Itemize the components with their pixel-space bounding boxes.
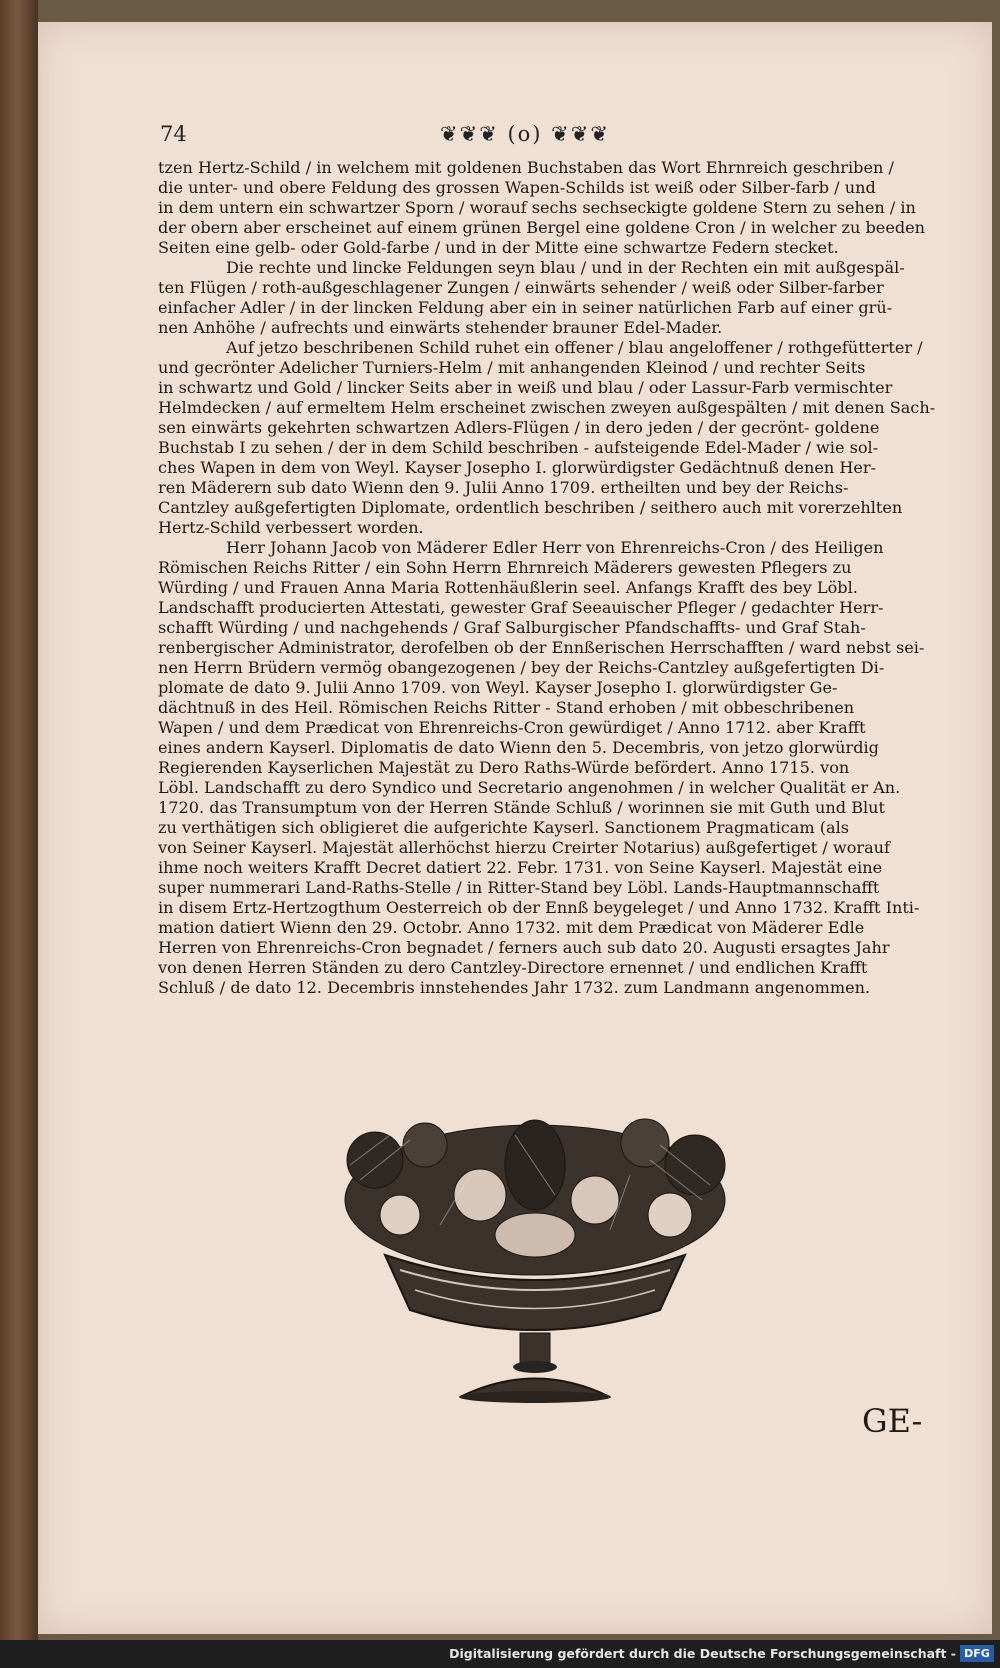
text-line: tzen Hertz-Schild / in welchem mit goldenen Buchstaben das Wort Ehrnreich geschriben / — [158, 158, 894, 177]
dfg-logo: DFG — [960, 1645, 994, 1662]
text-line: Die rechte und lincke Feldungen seyn blau / und in der Rechten ein mit außgespäl- — [226, 258, 905, 277]
header-ornament: ❦❦❦ (o) ❦❦❦ — [440, 122, 610, 146]
text-line: ren Mäderern sub dato Wienn den 9. Julii Anno 1709. ertheilten und bey der Reichs- — [158, 478, 849, 497]
text-line: nen Herrn Brüdern vermög obangezogenen / bey der Reichs-Cantzley außgefertigten Di- — [158, 658, 885, 677]
text-line: in disem Ertz-Hertzogthum Oesterreich ob der Ennß beygeleget / und Anno 1732. Krafft Inti- — [158, 898, 920, 917]
page-header — [160, 122, 940, 156]
text-line: einfacher Adler / in der lincken Feldung aber ein in seiner natürlichen Farb auf einer grü- — [158, 298, 893, 317]
footer-credit: Digitalisierung gefördert durch die Deutsche Forschungsgemeinschaft - — [449, 1646, 956, 1661]
fruit-basket-woodcut-icon — [330, 1105, 740, 1405]
text-line: Schluß / de dato 12. Decembris innstehendes Jahr 1732. zum Landmann angenommen. — [158, 978, 871, 997]
body-text — [158, 158, 940, 998]
text-line: Auf jetzo beschribenen Schild ruhet ein offener / blau angeloffener / rothgefütterter / — [226, 338, 923, 357]
text-line: eines andern Kayserl. Diplomatis de dato Wienn den 5. Decembris, von jetzo glorwürdig — [158, 738, 879, 757]
paragraph — [158, 538, 940, 998]
text-line: nen Anhöhe / aufrechts und einwärts stehender brauner Edel-Mader. — [158, 318, 723, 337]
text-line: sen einwärts gekehrten schwartzen Adlers-Flügen / in dero jeden / der gecrönt- goldene — [158, 418, 880, 437]
text-line: super nummerari Land-Raths-Stelle / in Ritter-Stand bey Löbl. Lands-Hauptmannschafft — [158, 878, 880, 897]
text-line: ten Flügen / roth-außgeschlagener Zungen / einwärts sehender / weiß oder Silber-farber — [158, 278, 884, 297]
text-line: zu verthätigen sich obligieret die aufgerichte Kayserl. Sanctionem Pragmaticam (als — [158, 818, 850, 837]
text-line: renbergischer Administrator, derofelben ob der Ennßerischen Herrschafften / ward nebst sei- — [158, 638, 925, 657]
text-line: Seiten eine gelb- oder Gold-farbe / und in der Mitte eine schwartze Federn stecket. — [158, 238, 839, 257]
text-line: Löbl. Landschafft zu dero Syndico und Secretario angenohmen / in welcher Qualität er An. — [158, 778, 901, 797]
text-line: die unter- und obere Feldung des grossen Wapen-Schilds ist weiß oder Silber-farb / und — [158, 178, 876, 197]
paragraph — [158, 338, 940, 538]
text-line: plomate de dato 9. Julii Anno 1709. von Weyl. Kayser Josepho I. glorwürdigster Ge- — [158, 678, 838, 697]
text-line: schafft Würding / und nachgehends / Graf Salburgischer Pfandschaffts- und Graf Stah- — [158, 618, 866, 637]
text-line: Wapen / und dem Prædicat von Ehrenreichs-Cron gewürdiget / Anno 1712. aber Krafft — [158, 718, 866, 737]
text-line: mation datiert Wienn den 29. Octobr. Anno 1732. mit dem Prædicat von Mäderer Edle — [158, 918, 865, 937]
text-line: und gecrönter Adelicher Turniers-Helm / mit anhangenden Kleinod / und rechter Seits — [158, 358, 866, 377]
paragraph — [158, 158, 940, 258]
paragraph — [158, 258, 940, 338]
page-number: 74 — [160, 122, 187, 146]
text-line: Landschafft producierten Attestati, gewester Graf Seeauischer Pfleger / gedachter Herr- — [158, 598, 884, 617]
text-line: der obern aber erscheinet auf einem grünen Bergel eine goldene Cron / in welcher zu beeden — [158, 218, 926, 237]
text-line: in dem untern ein schwartzer Sporn / worauf sechs sechseckigte goldene Stern zu sehen / in — [158, 198, 916, 217]
text-line: ches Wapen in dem von Weyl. Kayser Josepho I. glorwürdigster Gedächtnuß denen Her- — [158, 458, 877, 477]
text-line: ihme noch weiters Krafft Decret datiert 22. Febr. 1731. von Seine Kayserl. Majestät eine — [158, 858, 883, 877]
text-line: 1720. das Transumptum von der Herren Stände Schluß / worinnen sie mit Guth und Blut — [158, 798, 886, 817]
text-line: Herren von Ehrenreichs-Cron begnadet / ferners auch sub dato 20. Augusti ersagtes Jahr — [158, 938, 890, 957]
text-line: Buchstab I zu sehen / der in dem Schild beschriben - aufsteigende Edel-Mader / wie sol- — [158, 438, 879, 457]
text-line: dächtnuß in des Heil. Römischen Reichs Ritter - Stand erhoben / mit obbeschribenen — [158, 698, 855, 717]
catchword: GE- — [862, 1402, 923, 1440]
text-line: Römischen Reichs Ritter / ein Sohn Herrn Ehrnreich Mäderers gewesten Pflegers zu — [158, 558, 852, 577]
text-line: von Seiner Kayserl. Majestät allerhöchst hierzu Creirter Notarius) außgefertiget / worauf — [158, 838, 890, 857]
text-line: Regierenden Kayserlichen Majestät zu Dero Raths-Würde befördert. Anno 1715. von — [158, 758, 850, 777]
text-line: in schwartz und Gold / lincker Seits aber in weiß und blau / oder Lassur-Farb vermischter — [158, 378, 893, 397]
footer-bar — [0, 1640, 1000, 1668]
text-line: Cantzley außgefertigten Diplomate, ordentlich beschriben / seithero auch mit vorerzehlten — [158, 498, 903, 517]
text-line: Würding / und Frauen Anna Maria Rottenhäußlerin seel. Anfangs Krafft des bey Löbl. — [158, 578, 858, 597]
text-line: Helmdecken / auf ermeltem Helm erscheinet zwischen zweyen außgespälten / mit denen Sach- — [158, 398, 936, 417]
text-line: von denen Herren Ständen zu dero Cantzley-Directore ernennet / und endlichen Krafft — [158, 958, 868, 977]
text-line: Herr Johann Jacob von Mäderer Edler Herr von Ehrenreichs-Cron / des Heiligen — [226, 538, 884, 557]
book-spine — [0, 0, 38, 1640]
text-line: Hertz-Schild verbessert worden. — [158, 518, 424, 537]
